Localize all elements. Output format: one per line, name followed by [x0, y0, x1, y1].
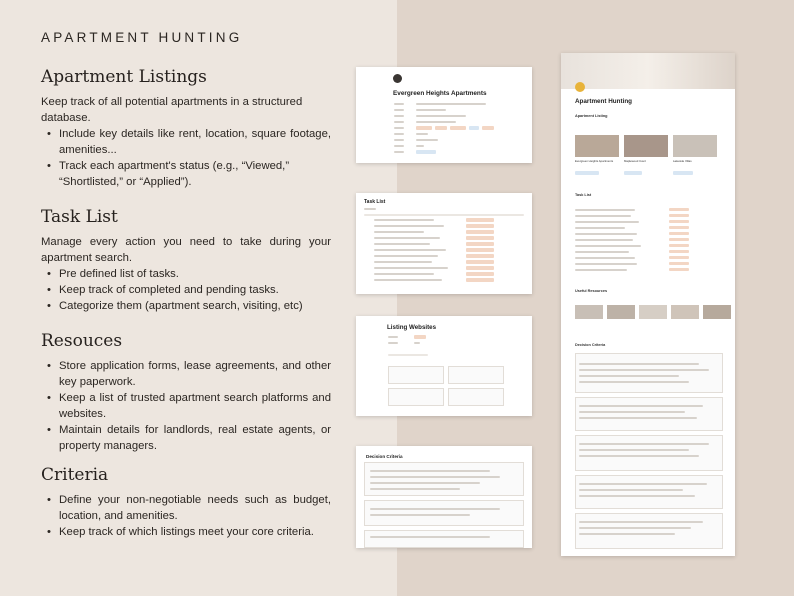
bullet-item: • Keep track of which listings meet your core criteria.: [41, 524, 331, 540]
section-title: Criteria: [41, 465, 109, 485]
criteria-block: [364, 462, 524, 496]
section-apartment-listings: [41, 67, 331, 190]
key-icon: [575, 82, 585, 92]
resource-photo: [575, 305, 603, 319]
task-list-title: Task List: [364, 199, 386, 205]
section-resources: [41, 331, 331, 454]
bullet-item: • Pre defined list of tasks.: [41, 266, 331, 282]
website-entry: [388, 366, 444, 384]
resources-label: Useful Resources: [575, 289, 608, 293]
section-bullets: [41, 492, 331, 540]
resource-photo: [703, 305, 731, 319]
section-criteria: [41, 465, 331, 540]
listing-name: Lakeside Villas: [673, 159, 692, 163]
section-description: Keep track of all potential apartments in a structured database.: [41, 96, 303, 124]
criteria-block: [364, 500, 524, 526]
websites-title: Listing Websites: [387, 324, 437, 331]
listing-photo: [624, 135, 668, 157]
bullet-item: • Define your non-negotiable needs such as budget, location, and amenities.: [41, 492, 331, 524]
criteria-title: Decision Criteria: [366, 454, 403, 459]
preview-decision-criteria: [356, 446, 532, 548]
website-entry: [448, 366, 504, 384]
bullet-item: • Include key details like rent, location, square footage, amenities...: [41, 126, 331, 158]
resource-photo: [639, 305, 667, 319]
preview-listing-websites: [356, 316, 532, 416]
resource-photo: [607, 305, 635, 319]
tasks-label: Task List: [575, 193, 592, 197]
preview-apartment-listing: [356, 67, 532, 163]
listing-icon: [393, 74, 402, 83]
bullet-item: • Store application forms, lease agreements, and other key paperwork.: [41, 358, 331, 390]
bullet-item: • Track each apartment's status (e.g., “Viewed,” “Shortlisted,” or “Applied”).: [41, 158, 331, 190]
listing-name: Evergreen Heights Apartments: [575, 159, 614, 163]
listing-title: Evergreen Heights Apartments: [393, 90, 487, 97]
listing-photo: [575, 135, 619, 157]
preview-main-dashboard: [561, 53, 735, 556]
section-title: Apartment Listings: [41, 67, 207, 87]
resource-photo: [671, 305, 699, 319]
section-description: Manage every action you need to take during your apartment search.: [41, 236, 331, 264]
main-title: Apartment Hunting: [575, 98, 633, 105]
section-title: Task List: [41, 207, 118, 227]
bullet-item: • Keep a list of trusted apartment search platforms and websites.: [41, 390, 331, 422]
bullet-item: • Keep track of completed and pending tasks.: [41, 282, 331, 298]
page-heading: APARTMENT HUNTING: [41, 30, 243, 45]
listing-photo: [673, 135, 717, 157]
website-entry: [448, 388, 504, 406]
cover-image: [561, 53, 735, 89]
criteria-label: Decision Criteria: [575, 343, 606, 347]
section-bullets: [41, 266, 331, 314]
website-entry: [388, 388, 444, 406]
bullet-item: • Categorize them (apartment search, visiting, etc): [41, 298, 331, 314]
section-bullets: [41, 126, 331, 190]
preview-task-list: [356, 193, 532, 294]
section-bullets: [41, 358, 331, 454]
criteria-block: [364, 530, 524, 548]
listing-name: Maplewood Court: [624, 159, 646, 163]
bullet-item: • Maintain details for landlords, real estate agents, or property managers.: [41, 422, 331, 454]
listing-label: Apartment Listing: [575, 114, 608, 118]
section-task-list: [41, 207, 331, 314]
section-title: Resouces: [41, 331, 123, 351]
